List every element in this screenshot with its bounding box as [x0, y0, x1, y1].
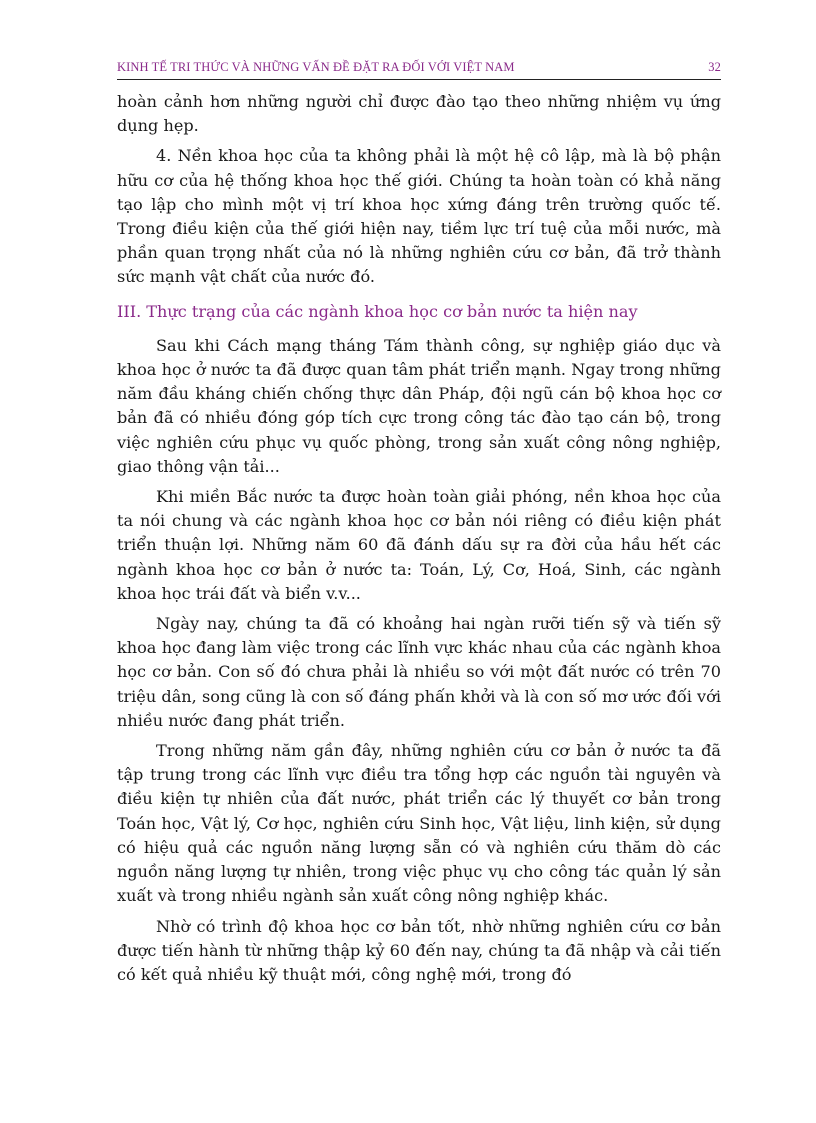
paragraph-point-4: 4. Nền khoa học của ta không phải là một hệ cô lập, mà là bộ phận hữu cơ của hệ thống khoa học thế giới. Chúng ta hoàn toàn có khả năng tạo lập cho mình một vị trí khoa học xứng đáng trên trường quốc tế. Trong điều kiện của thế giới hiện nay, tiềm lực trí tuệ của mỗi nước, mà phần quan trọng nhất của nó là những nghiên cứu cơ bản, đã trở thành sức mạnh vật chất của nước đó.: [117, 146, 721, 287]
running-header: [117, 60, 721, 80]
page-number: 32: [708, 60, 721, 74]
paragraph: Khi miền Bắc nước ta được hoàn toàn giải phóng, nền khoa học của ta nói chung và các ngành khoa học cơ bản nói riêng có điều kiện phát triển thuận lợi. Những năm 60 đã đánh dấu sự ra đời của hầu hết các ngành khoa học cơ bản ở nước ta: Toán, Lý, Cơ, Hoá, Sinh, các ngành khoa học trái đất và biển v.v...: [117, 487, 721, 603]
paragraph: Trong những năm gần đây, những nghiên cứu cơ bản ở nước ta đã tập trung trong các lĩnh vực điều tra tổng hợp các nguồn tài nguyên và điều kiện tự nhiên của đất nước, phát triển các lý thuyết cơ bản trong Toán học, Vật lý, Cơ học, nghiên cứu Sinh học, Vật liệu, linh kiện, sử dụng có hiệu quả các nguồn năng lượng sẵn có và nghiên cứu thăm dò các nguồn năng lượng tự nhiên, trong việc phục vụ cho công tác quản lý sản xuất và trong nhiều ngành sản xuất công nông nghiệp khác.: [117, 741, 721, 906]
body-text: [117, 90, 721, 987]
paragraph: Sau khi Cách mạng tháng Tám thành công, sự nghiệp giáo dục và khoa học ở nước ta đã được quan tâm phát triển mạnh. Ngay trong những năm đầu kháng chiến chống thực dân Pháp, đội ngũ cán bộ khoa học cơ bản đã có nhiều đóng góp tích cực trong công tác đào tạo cán bộ, trong việc nghiên cứu phục vụ quốc phòng, trong sản xuất công nông nghiệp, giao thông vận tải...: [117, 335, 721, 476]
page-content: [117, 60, 721, 987]
paragraph: Ngày nay, chúng ta đã có khoảng hai ngàn rưỡi tiến sỹ và tiến sỹ khoa học đang làm việc trong các lĩnh vực khác nhau của các ngành khoa học cơ bản. Con số đó chưa phải là nhiều so với một đất nước có trên 70 triệu dân, song cũng là con số đáng phấn khởi và là con số mơ ước đối với nhiều nước đang phát triển.: [117, 614, 721, 730]
paragraph-continuation: hoàn cảnh hơn những người chỉ được đào tạo theo những nhiệm vụ ứng dụng hẹp.: [117, 92, 721, 136]
running-header-title: KINH TẾ TRI THỨC VÀ NHỮNG VẤN ĐỀ ĐẶT RA ĐỐI VỚI VIỆT NAM: [117, 60, 515, 74]
paragraph: Nhờ có trình độ khoa học cơ bản tốt, nhờ những nghiên cứu cơ bản được tiến hành từ những thập kỷ 60 đến nay, chúng ta đã nhập và cải tiến có kết quả nhiều kỹ thuật mới, công nghệ mới, trong đó: [117, 916, 721, 984]
section-heading: III. Thực trạng của các ngành khoa học cơ bản nước ta hiện nay: [117, 301, 638, 321]
